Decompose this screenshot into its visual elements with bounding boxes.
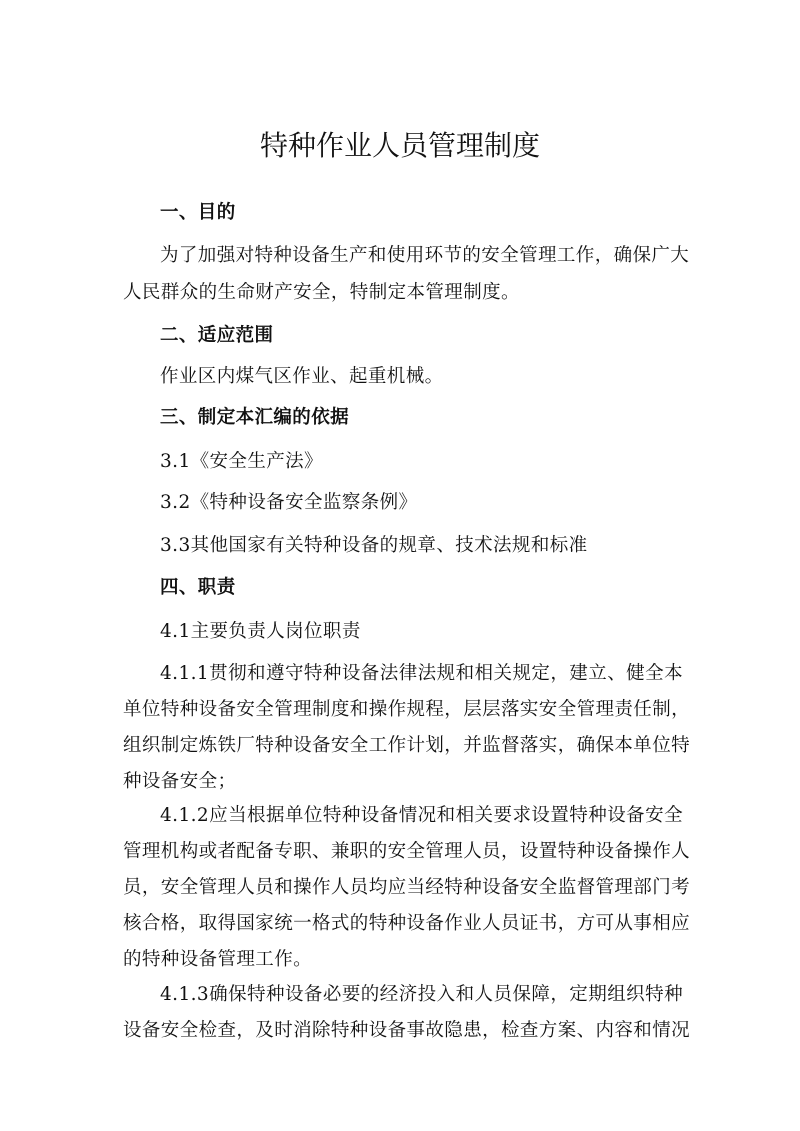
paragraph-line: 员，安全管理人员和操作人员均应当经特种设备安全监督管理部门考 bbox=[123, 877, 691, 898]
paragraph-line: 管理机构或者配备专职、兼职的安全管理人员，设置特种设备操作人 bbox=[123, 841, 691, 862]
paragraph-line: 种设备安全； bbox=[123, 771, 237, 792]
paragraph-line: 的特种设备管理工作。 bbox=[123, 949, 313, 970]
paragraph-line: 4.1.1贯彻和遵守特种设备法律法规和相关规定，建立、健全本 bbox=[160, 663, 683, 684]
section-heading-scope: 二、适应范围 bbox=[160, 325, 274, 346]
paragraph-line: 作业区内煤气区作业、起重机械。 bbox=[160, 366, 444, 387]
section-heading-purpose: 一、目的 bbox=[160, 202, 236, 223]
paragraph-line: 单位特种设备安全管理制度和操作规程，层层落实安全管理责任制， bbox=[123, 699, 691, 720]
paragraph-line: 4.1.2应当根据单位特种设备情况和相关要求设置特种设备安全 bbox=[160, 805, 683, 826]
paragraph-line: 设备安全检查，及时消除特种设备事故隐患，检查方案、内容和情况 bbox=[123, 1020, 691, 1041]
paragraph-line: 组织制定炼铁厂特种设备安全工作计划，并监督落实，确保本单位特 bbox=[123, 735, 691, 756]
list-item: 3.3其他国家有关特种设备的规章、技术法规和标准 bbox=[160, 535, 588, 556]
paragraph-line: 4.1.3确保特种设备必要的经济投入和人员保障，定期组织特种 bbox=[160, 984, 683, 1005]
section-heading-duties: 四、职责 bbox=[160, 577, 236, 598]
paragraph-line: 为了加强对特种设备生产和使用环节的安全管理工作，确保广大 bbox=[160, 245, 690, 266]
subsection-heading: 4.1主要负责人岗位职责 bbox=[160, 621, 361, 642]
list-item: 3.2《特种设备安全监察条例》 bbox=[160, 492, 418, 513]
list-item: 3.1《安全生产法》 bbox=[160, 451, 323, 472]
document-title: 特种作业人员管理制度 bbox=[259, 129, 540, 162]
paragraph-line: 人民群众的生命财产安全，特制定本管理制度。 bbox=[123, 282, 520, 303]
section-heading-basis: 三、制定本汇编的依据 bbox=[160, 407, 350, 428]
paragraph-line: 核合格，取得国家统一格式的特种设备作业人员证书，方可从事相应 bbox=[123, 913, 691, 934]
